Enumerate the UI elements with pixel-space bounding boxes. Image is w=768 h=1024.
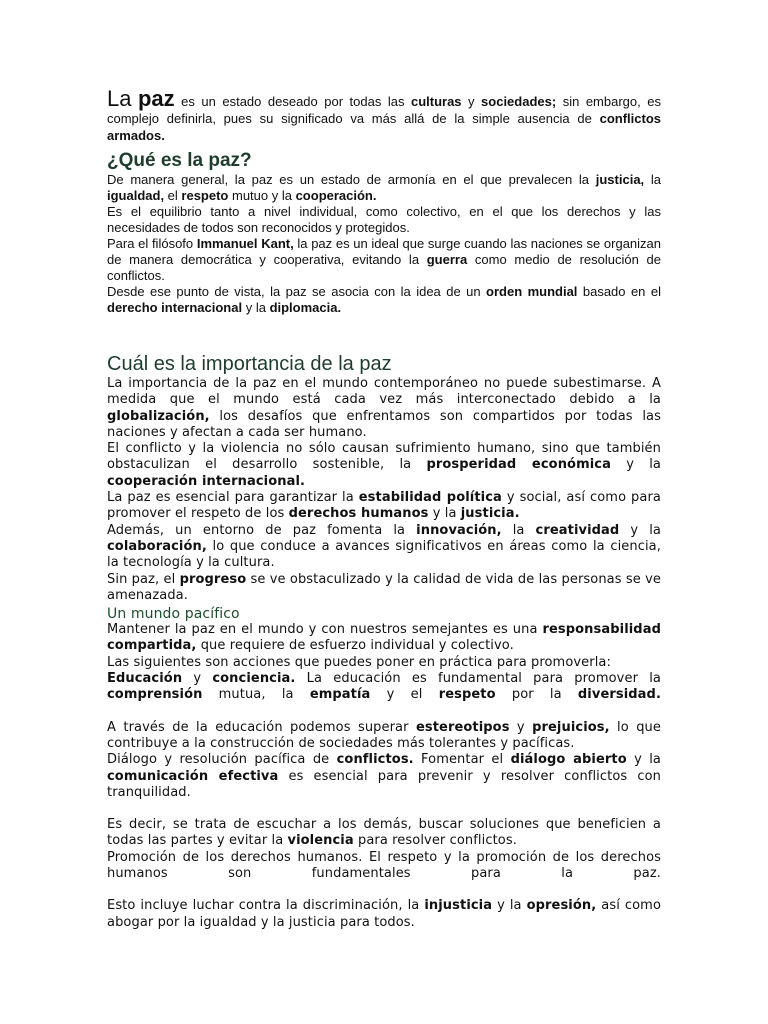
section2-p5 [107,572,661,605]
bold-text: culturas [410,94,462,109]
bold-text: diálogo abierto [510,752,627,768]
text: Para el filósofo [107,236,197,251]
text: y la [626,752,661,768]
bold-text: diversidad. [577,687,661,703]
text: es esencial para prevenir y resolver conflictos con tranquilidad. [107,768,661,800]
text: La importancia de la paz en el mundo contemporáneo no puede subestimarse. A medida que el mundo está cada vez más interconectado debido a la [107,376,661,408]
text: Además, un entorno de paz fomenta la [107,522,417,538]
text: Fomentar el [413,752,511,768]
section3-p1 [107,622,661,655]
text: Esto incluye luchar contra la discriminación, la [107,898,425,914]
text: la paz es un ideal que surge cuando las naciones se organizan de manera democrática y cooperativa, evitando la [107,236,662,267]
text: El conflicto y la violencia no sólo causan sufrimiento humano, sino que también obstaculizan el desarrollo sostenible, la [107,441,661,473]
text: Desde ese punto de vista, la paz se asocia con la idea de un [107,284,487,299]
text: que requiere de esfuerzo individual y colectivo. [196,638,514,654]
bold-text: prosperidad económica [426,457,611,473]
text: la [644,172,661,187]
bold-text: empatía [309,687,371,703]
section1-p2: Es el equilibrio tanto a nivel individual, como colectivo, en el que los derechos y las necesidades de todos son reconocidos y protegidos. [107,204,661,235]
text: y social, así como para promover el respeto de los [107,490,661,522]
bold-text: progreso [179,571,247,587]
bold-text: conciencia. [212,671,296,687]
text: por la [495,687,578,703]
text: lo que conduce a avances significativos en áreas como la ciencia, la tecnología y la cultura. [107,538,661,571]
bold-text: globalización, [107,408,210,424]
text: lo que contribuye a la construcción de sociedades más tolerantes y pacíficas. [107,719,661,751]
text: De manera general, la paz es un estado de armonía en el que prevalecen la [107,172,596,187]
bold-text: respeto [181,188,229,203]
section1-p3 [107,236,661,284]
text: y la [610,457,661,473]
intro-la: La [107,86,132,111]
text: Sin paz, el [107,571,180,587]
section2-p2 [107,441,661,490]
text: A través de la educación podemos superar [107,719,416,735]
section3-dialogo [107,752,661,801]
text: Es decir, se trata de escuchar a los demás, buscar soluciones que beneficien a todas las partes y evitar la [107,817,661,849]
bold-text: conflictos. [336,752,414,768]
section-heading-que-es-la-paz: ¿Qué es la paz? [107,150,252,171]
section3-p6 [107,898,661,931]
section2-p1 [107,376,661,441]
text: como medio de resolución de conflictos. [107,252,661,283]
bold-text: igualdad, [107,188,165,203]
section2-p4 [107,523,661,572]
bold-text: comprensión [107,687,203,703]
section3-p3 [107,720,661,753]
text: para resolver conflictos. [353,833,517,849]
bold-text: derechos humanos [288,506,429,522]
text: y la [428,506,461,522]
section3-p5: Promoción de los derechos humanos. El respeto y la promoción de los derechos humanos son fundamentales para la paz. [107,849,661,882]
bold-text: derecho internacional [107,300,243,315]
bold-text: opresión, [526,898,597,914]
section-heading-mundo-pacifico: Un mundo pacífico [107,606,240,623]
intro-paragraph [107,86,661,144]
text: Mantener la paz en el mundo y con nuestros semejantes es una [107,622,543,638]
text: Diálogo y resolución pacífica de [107,752,337,768]
bold-text: innovación, [416,522,502,538]
section2-p3 [107,490,661,523]
text: es un estado deseado por todas las [174,94,411,109]
bold-text: justicia. [460,506,520,522]
text: basado en el [577,284,661,299]
section-heading-importancia: Cuál es la importancia de la paz [107,353,392,375]
bold-text: respeto [438,687,496,703]
section1-p1 [107,172,661,204]
intro-paz: paz [137,86,175,111]
bold-text: Immanuel Kant, [196,236,294,251]
bold-text: diplomacia. [269,300,342,315]
bold-text: Educación [107,671,183,687]
text: y la [242,300,270,315]
text: La educación es fundamental para promover la [295,671,661,687]
text: La paz es esencial para garantizar la [107,490,359,506]
bold-text: guerra [426,252,468,267]
text: mutuo y la [228,188,296,203]
document-page [107,86,662,931]
text: se ve obstaculizado y la calidad de vida de las personas se ve amenazada. [107,571,661,603]
text: mutua, la [202,687,310,703]
bold-text: injusticia [424,898,493,914]
text: y [461,94,482,109]
text: los desafíos que enfrentamos son compartidos por todas las naciones y afectan a cada ser humano. [107,408,661,440]
text: sin embargo, es complejo definirla, pues su significado va más allá de la simple ausencia de [107,94,661,126]
text: y el [370,687,439,703]
bold-text: prejuicios, [532,719,610,735]
text: la [501,522,536,538]
text: así como abogar por la igualdad y la justicia para todos. [107,898,661,930]
text: y la [492,898,527,914]
bold-text: responsabilidad compartida, [107,622,661,654]
bold-text: estereotipos [415,719,510,735]
section3-p4 [107,817,661,850]
bold-text: violencia [287,833,354,849]
text: y [509,719,533,735]
bold-text: sociedades; [481,94,557,109]
bold-text: cooperación. [295,188,377,203]
bold-text: creatividad [535,522,620,538]
bold-text: cooperación internacional. [107,473,306,489]
bold-text: comunicación efectiva [107,768,279,784]
text: y la [619,522,661,538]
section1-p4 [107,284,661,316]
text: y [182,671,213,687]
bold-text: orden mundial [486,284,578,299]
bold-text: conflictos armados. [107,111,661,143]
bold-text: justicia, [595,172,645,187]
section3-p2: Las siguientes son acciones que puedes poner en práctica para promoverla: [107,654,611,670]
bold-text: colaboración, [107,538,207,554]
section3-educacion [107,671,661,704]
bold-text: estabilidad política [358,490,502,506]
text: el [164,188,182,203]
